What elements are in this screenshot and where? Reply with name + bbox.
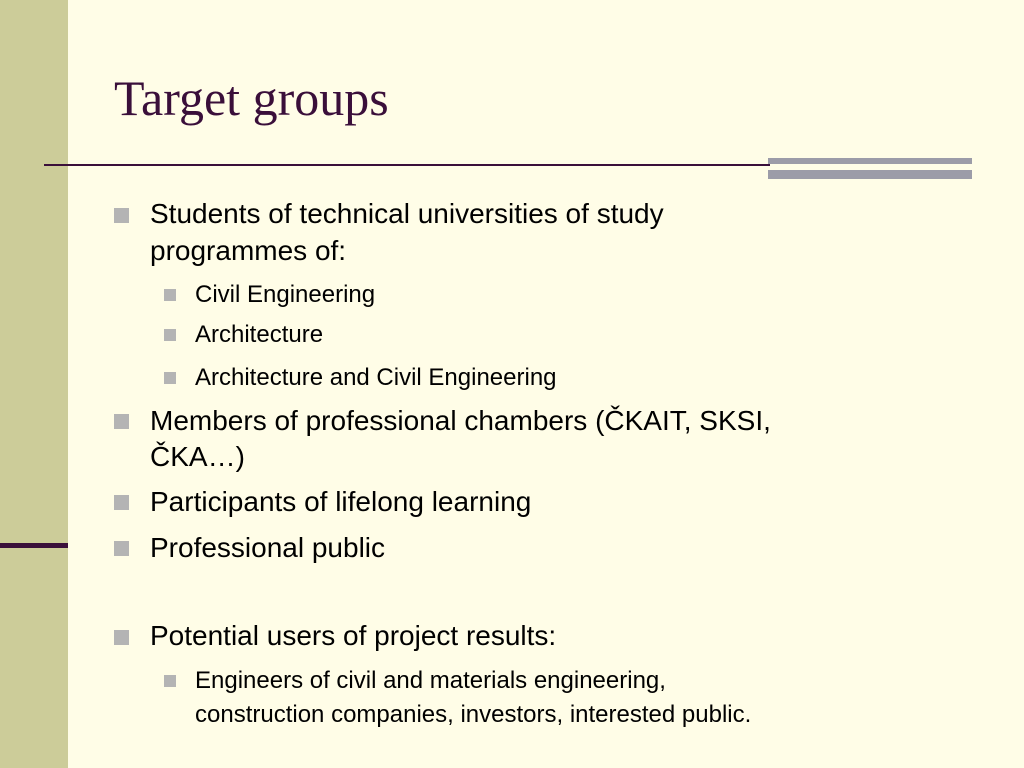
title-underline-rule <box>44 164 770 166</box>
sub-bullet-architecture-and-civil-engineering: Architecture and Civil Engineering <box>195 364 557 391</box>
bullet-square-icon <box>114 630 129 645</box>
bullet-square-icon <box>114 414 129 429</box>
bullet-square-icon <box>114 541 129 556</box>
bullet-lifelong-learning: Participants of lifelong learning <box>150 486 532 517</box>
sub-bullet-square-icon <box>164 372 176 384</box>
bullet-students-line1: Students of technical universities of study <box>150 198 664 229</box>
bullet-members-line2: ČKA…) <box>150 441 245 472</box>
sub-bullet-architecture: Architecture <box>195 321 324 348</box>
bullet-professional-public: Professional public <box>150 532 386 563</box>
sub-bullet-square-icon <box>164 675 176 687</box>
slide-title: Target groups <box>114 70 389 126</box>
sub-bullet-engineers-line1: Engineers of civil and materials engineering, <box>195 667 666 694</box>
corner-decorative-bar-top <box>768 158 972 164</box>
bullet-potential-users: Potential users of project results: <box>150 620 557 651</box>
left-decorative-band <box>0 0 68 768</box>
bullet-students-line2: programmes of: <box>150 235 347 266</box>
sub-bullet-square-icon <box>164 289 176 301</box>
sub-bullet-civil-engineering: Civil Engineering <box>195 281 376 308</box>
sub-bullet-engineers-line2: construction companies, investors, interested public. <box>195 701 752 728</box>
corner-decorative-bar-bottom <box>768 170 972 179</box>
bullet-members-line1: Members of professional chambers (ČKAIT, SKSI, <box>150 405 771 436</box>
left-accent-bar <box>0 543 68 548</box>
sub-bullet-square-icon <box>164 329 176 341</box>
bullet-square-icon <box>114 208 129 223</box>
bullet-square-icon <box>114 495 129 510</box>
